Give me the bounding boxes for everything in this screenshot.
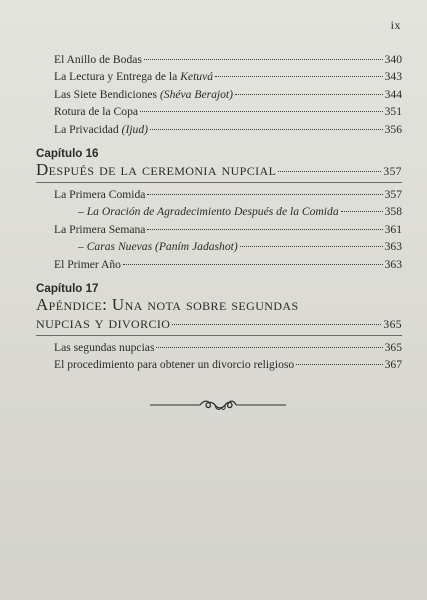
toc-entry-title: – Caras Nuevas (Paním Jadashot)	[78, 240, 238, 254]
dot-leader	[140, 111, 383, 112]
toc-entry[interactable]	[36, 256, 402, 273]
dot-leader	[215, 76, 383, 77]
dot-leader	[150, 129, 383, 130]
dot-leader	[296, 364, 382, 365]
toc-entry-title: El Primer Año	[54, 257, 121, 271]
toc-entry-page: 367	[384, 358, 402, 372]
toc-entry-page: 357	[384, 188, 402, 202]
toc-entry-title: Rotura de la Copa	[54, 105, 139, 119]
chapter-17-label: Capítulo 17	[36, 282, 99, 296]
toc-entry[interactable]	[36, 51, 402, 68]
chapter-17-title-line1: Apéndice: Una nota sobre segundas	[36, 295, 299, 315]
dot-leader	[147, 229, 382, 230]
toc-entry-title: Las Siete Bendiciones (Shéva Berajot)	[54, 87, 234, 101]
toc-entry-page: 356	[384, 122, 402, 136]
toc-entry-title: – La Oración de Agradecimiento Después de la Comida	[78, 205, 339, 219]
chapter-16-label: Capítulo 16	[36, 147, 99, 161]
dot-leader	[147, 194, 382, 195]
toc-entry[interactable]	[36, 121, 402, 138]
toc-entry-title: La Primera Comida	[54, 188, 146, 202]
toc-entry-page: 340	[384, 53, 402, 66]
toc-entry-page: 343	[384, 70, 402, 84]
dot-leader	[144, 59, 383, 60]
toc-entry-title: El Anillo de Bodas	[54, 53, 142, 66]
dot-leader	[172, 324, 381, 325]
chapter-17-rule	[36, 335, 402, 336]
toc-entry-page: 363	[384, 257, 402, 271]
chapter-16-heading[interactable]	[36, 161, 402, 181]
dot-leader	[235, 94, 383, 95]
toc-entry-page: 351	[384, 105, 402, 119]
chapter-16-rule	[36, 182, 402, 183]
toc-entry[interactable]	[36, 68, 402, 85]
toc-entry-page: 344	[384, 87, 402, 101]
chapter-17-heading[interactable]	[36, 296, 402, 334]
dot-leader	[240, 246, 383, 247]
toc-entry[interactable]	[36, 186, 402, 203]
dot-leader	[278, 171, 381, 172]
toc-entry-page: 363	[384, 240, 402, 254]
toc-entry-title: El procedimiento para obtener un divorcio religioso	[54, 358, 295, 372]
chapter-17-page: 365	[383, 318, 402, 332]
decorative-ornament-icon	[148, 396, 288, 414]
toc-entry-title: Las segundas nupcias	[54, 341, 155, 355]
toc-entry-page: 361	[384, 222, 402, 236]
table-of-contents	[36, 51, 402, 374]
page-number: ix	[390, 18, 401, 32]
chapter-16-title: Después de la ceremonia nupcial	[36, 160, 277, 180]
toc-subentry[interactable]	[36, 238, 402, 255]
dot-leader	[123, 264, 383, 265]
toc-entry[interactable]	[36, 103, 402, 120]
toc-subentry[interactable]	[36, 203, 402, 220]
toc-entry-title: La Lectura y Entrega de la Ketuvá	[54, 70, 214, 84]
toc-entry[interactable]	[36, 356, 402, 373]
chapter-16-page: 357	[383, 165, 402, 179]
toc-entry-page: 365	[384, 341, 402, 355]
toc-entry-title: La Primera Semana	[54, 222, 146, 236]
chapter-17-title-line2: nupcias y divorcio	[36, 313, 171, 333]
dot-leader	[156, 347, 382, 348]
toc-entry[interactable]	[36, 339, 402, 356]
toc-entry-page: 358	[384, 205, 402, 219]
toc-entry[interactable]	[36, 86, 402, 103]
toc-entry[interactable]	[36, 221, 402, 238]
toc-entry-title: La Privacidad (Ijud)	[54, 122, 149, 136]
dot-leader	[341, 211, 383, 212]
